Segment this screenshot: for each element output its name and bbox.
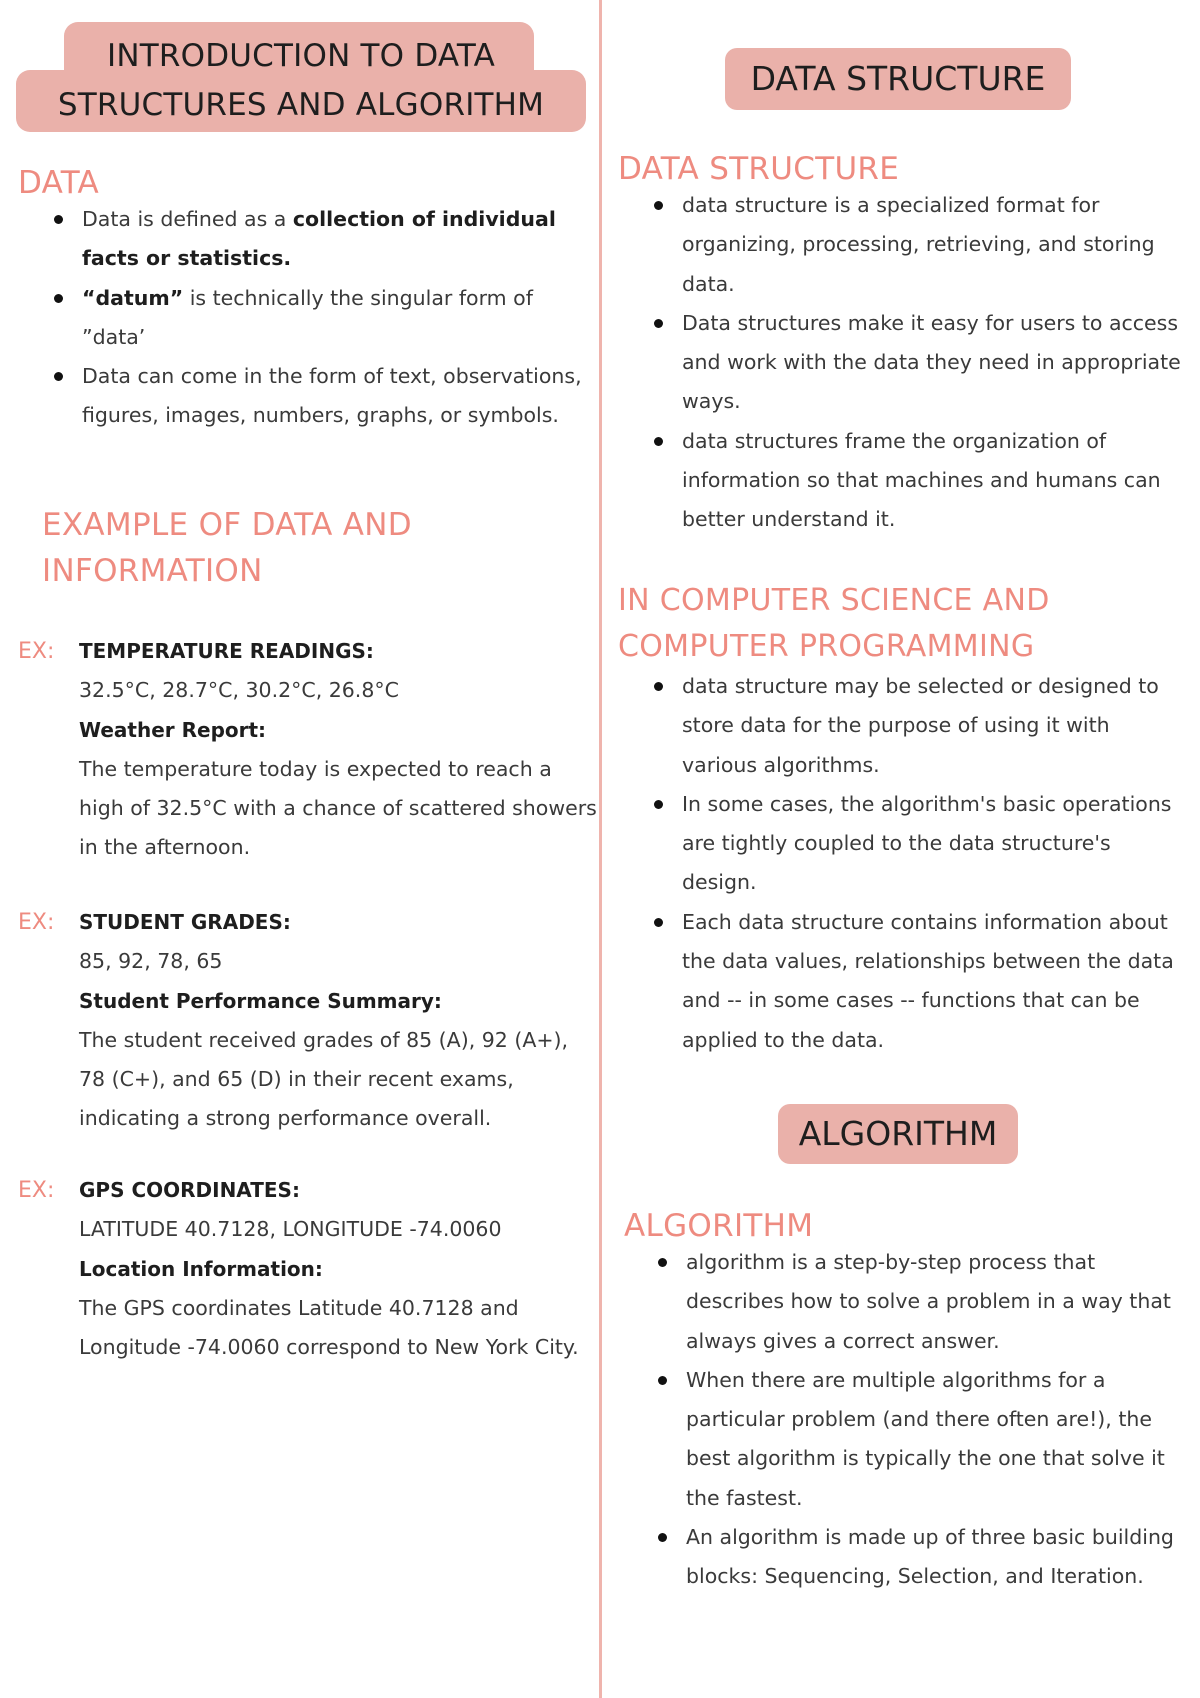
- bullet-dot-icon: [54, 294, 63, 303]
- bullet-dot-icon: [654, 918, 663, 927]
- bullet-dot-icon: [658, 1376, 667, 1385]
- algo-bullet-item: When there are multiple algorithms for a particular problem (and there often are!), the best algorithm is typically the one that solve it the fastest.: [686, 1361, 1186, 1518]
- ds-bullet-item: Data structures make it easy for users to access and work with the data they need in appropriate ways.: [682, 304, 1182, 422]
- bullet-dot-icon: [654, 319, 663, 328]
- bullet-dot-icon: [654, 800, 663, 809]
- bullet-dot-icon: [54, 372, 63, 381]
- data-structure-pill: DATA STRUCTURE: [725, 48, 1071, 110]
- example-info-text: The temperature today is expected to reach a high of 32.5°C with a chance of scattered showers in the afternoon.: [79, 756, 597, 860]
- example-label: EX:: [18, 1178, 55, 1203]
- algo-bullet-item: algorithm is a step-by-step process that describes how to solve a problem in a way that always gives a correct answer.: [686, 1243, 1186, 1361]
- ds-bullet-item: data structure is a specialized format for organizing, processing, retrieving, and storing data.: [682, 186, 1182, 304]
- example-data-title: GPS COORDINATES:: [79, 1178, 300, 1202]
- example-data-values: 85, 92, 78, 65: [79, 949, 223, 974]
- example-label: EX:: [18, 639, 55, 664]
- cs-bullet-item: In some cases, the algorithm's basic operations are tightly coupled to the data structure's design.: [682, 785, 1182, 903]
- algorithm-bullet-list: [686, 1243, 1186, 1597]
- page-title-line2: STRUCTURES AND ALGORITHM: [57, 87, 545, 123]
- algo-bullet-item: An algorithm is made up of three basic building blocks: Sequencing, Selection, and Iteration.: [686, 1518, 1186, 1597]
- bullet-dot-icon: [658, 1533, 667, 1542]
- bullet-dot-icon: [654, 437, 663, 446]
- column-divider: [599, 0, 602, 1698]
- computer-science-heading: IN COMPUTER SCIENCE AND COMPUTER PROGRAMMING: [618, 583, 1050, 664]
- ds-bullet-item: data structures frame the organization of information so that machines and humans can better understand it.: [682, 422, 1182, 540]
- computer-science-bullet-list: [682, 667, 1182, 1060]
- data-structure-bullet-list: [682, 186, 1182, 540]
- data-heading: DATA: [18, 165, 100, 201]
- algorithm-pill: ALGORITHM: [778, 1104, 1018, 1164]
- algorithm-heading: ALGORITHM: [624, 1208, 814, 1244]
- example-data-title: TEMPERATURE READINGS:: [79, 639, 374, 663]
- example-info-text: The student received grades of 85 (A), 92 (A+), 78 (C+), and 65 (D) in their recent exams, indicating a strong performance overall.: [79, 1027, 569, 1131]
- example-label: EX:: [18, 910, 55, 935]
- data-bullet-item: Data can come in the form of text, observations, figures, images, numbers, graphs, or symbols.: [82, 357, 582, 436]
- example-info-title: Weather Report:: [79, 717, 267, 742]
- bullet-dot-icon: [54, 215, 63, 224]
- bullet-dot-icon: [658, 1258, 667, 1267]
- bullet-dot-icon: [654, 682, 663, 691]
- page-title-badge: [16, 22, 586, 134]
- example-info-text: The GPS coordinates Latitude 40.7128 and Longitude -74.0060 correspond to New York City.: [79, 1295, 579, 1360]
- data-bullet-item: Data is defined as a collection of individual facts or statistics.: [82, 200, 582, 279]
- data-structure-heading: DATA STRUCTURE: [618, 151, 900, 187]
- example-info-title: Student Performance Summary:: [79, 988, 442, 1013]
- bullet-dot-icon: [654, 201, 663, 210]
- example-data-values: LATITUDE 40.7128, LONGITUDE -74.0060: [79, 1217, 502, 1242]
- example-data-title: STUDENT GRADES:: [79, 910, 291, 934]
- data-bullet-item: “datum” is technically the singular form of ”data’: [82, 279, 582, 358]
- example-data-values: 32.5°C, 28.7°C, 30.2°C, 26.8°C: [79, 678, 399, 703]
- example-info-title: Location Information:: [79, 1256, 323, 1281]
- page-title: [16, 32, 586, 130]
- page-title-line1: INTRODUCTION TO DATA: [107, 38, 495, 74]
- data-bullet-list: [82, 200, 582, 436]
- cs-bullet-item: data structure may be selected or designed to store data for the purpose of using it with various algorithms.: [682, 667, 1182, 785]
- cs-bullet-item: Each data structure contains information about the data values, relationships between the data and -- in some cases -- functions that can be applied to the data.: [682, 903, 1182, 1060]
- example-heading: EXAMPLE OF DATA AND INFORMATION: [42, 507, 412, 589]
